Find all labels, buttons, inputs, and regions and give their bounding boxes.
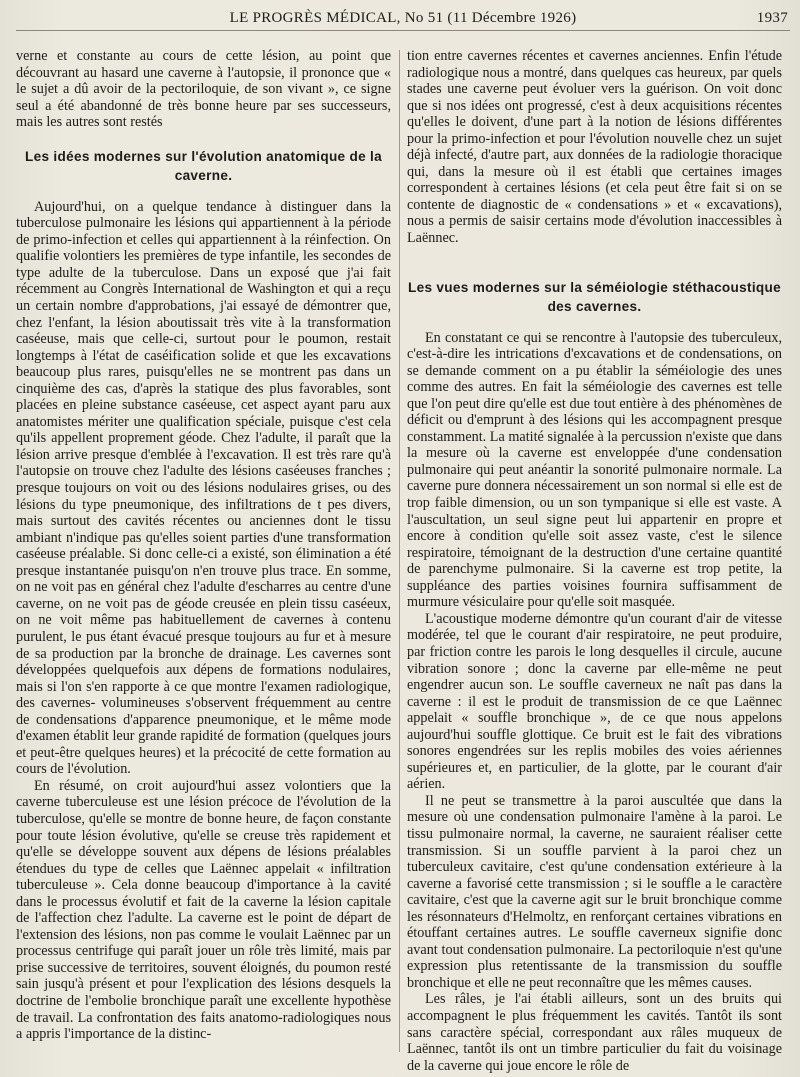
paragraph-continued: verne et constante au cours de cette lésion, au point que découvrant au hasard une caverne à l'autopsie, il prononce que « le sujet a dû avoir de la pectoriloquie, de son vivant », ce signe seul a été abandonné de très bonne heure par ses successeurs, mais les autres sont restés bbox=[16, 48, 391, 131]
left-column bbox=[16, 48, 391, 1048]
paragraph: Il ne peut se transmettre à la paroi auscultée que dans la mesure où une condensation pulmonaire l'amène à la paroi. Le tissu pulmonaire normal, la caverne, ne sauraient réaliser cette transmission. Si un souffle parvient à la paroi chez un tuberculeux cavitaire, c'est qu'une condensation extérieure à la caverne a favorisé cette transmission ; si le souffle a le caractère cavitaire, c'est que la caverne agit sur le bruit bronchique comme les résonnateurs d'Helmoltz, en renforçant certaines vibrations en étouffant certaines autres. Le souffle caverneux signifie donc avant tout condensation pulmonaire. La pectoriloquie n'est qu'une expression plus retentissante de la transmission du souffle bronchique et elle ne peut reconnaître que les mêmes causes. bbox=[407, 792, 782, 991]
section-heading-semiology: Les vues modernes sur la séméiologie stéthacoustique des cavernes. bbox=[408, 279, 781, 314]
paragraph: Aujourd'hui, on a quelque tendance à distinguer dans la tuberculose pulmonaire les lésions qui appartiennent à la période de primo-infection et celles qui appartiennent à la réinfection. On qualifie volontiers les premières de type infantile, les secondes de type adulte de la tuberculose. Dans un exposé que j'ai fait récemment au Congrès International de Washington et qui a reçu un certain nombre d'approbations, j'ai essayé de démontrer que, chez l'enfant, la lésion aboutissait très vite à la transformation caséeuse, mais que celle-ci, surtout pour le poumon, restait longtemps à l'état de caséification solide et que les excavations beaucoup plus rares, puisqu'elles ne se montrent pas dans un cinquième des cas, d'après la statique des plus favorables, sont placées en pleine substance caséeuse, cet aspect ayant paru aux anatomistes mériter une qualification spéciale, puisque c'est cela qu'ils appellent proprement géode. Chez l'adulte, il paraît que la lésion arrive presque d'emblée à l'excavation. Il est très rare qu'à l'autopsie on trouve chez l'adulte des lésions caséeuses franches ; presque toujours on voit ou des lésions nodulaires grises, ou des lésions du type pneumonique, des infiltrations de t pes divers, mais surtout des cavités récentes ou anciennes dont le tissu ambiant n'indique pas qu'elles soient parties d'une transformation caséeuse préalable. Si donc celle-ci a existé, son élimination a été presque instantanée puisqu'on n'en trouve plus trace. En somme, on ne voit pas en général chez l'adulte d'escharres au centre d'une caverne, on ne voit pas de géode creusée en plein tissu caséeux, on ne voit même pas habituellement de cavernes à contenu purulent, le pus étant évacué presque toujours au fur et à mesure de sa production par la bronche de drainage. Les cavernes sont développées quelquefois aux dépens de formations nodulaires, mais si l'on s'en rapporte à ce que montre l'examen radiologique, des cavernes- volumineuses s'observent fréquemment au centre de condensations d'apparence pneumonique, et le même mode d'examen établit leur grande rapidité de formation (quelques jours et peut-être quelques heures) et la précocité de cette formation au cours de l'évolution. bbox=[16, 198, 391, 778]
paragraph: En résumé, on croit aujourd'hui assez volontiers que la caverne tuberculeuse est une lésion précoce de l'évolution de la tuberculose, qu'elle se montre de bonne heure, de façon constante pour toute lésion évolutive, qu'elle se creuse très rapidement et qu'elle se développe souvent aux dépens de lésions préalables étendues du type de celles que Laënnec appelait « infiltration tuberculeuse ». Cela donne beaucoup d'importance à la cavité dans le processus évolutif et fait de la caverne la lésion capitale de l'affection chez l'adulte. La caverne est le point de départ de l'extension des lésions, non pas comme le voulait Laënnec par un processus centrifuge qui paraît jouer un rôle très limité, mais par prise successive de territoires, souvent éloignés, du poumon resté sain jusqu'à présent et pour l'explication des lésions desquels la doctrine de l'embolie bronchique paraît une excellente hypothèse de travail. La confrontation des faits anatomo-radiologiques nous a appris l'importance de la distinc- bbox=[16, 777, 391, 1043]
page-number: 1937 bbox=[756, 10, 788, 26]
paragraph: En constatant ce qui se rencontre à l'autopsie des tuberculeux, c'est-à-dire les intrications d'excavations et de condensations, on se demande comment on a pu établir la séméiologie des unes comme des autres. En fait la séméiologie des cavernes est telle que l'on peut dire qu'elle est due tout entière à des phénomènes de déficit ou d'emprunt à des lésions qui les accompagnent presque constamment. La matité signalée à la percussion n'existe que dans la mesure où la caverne est enveloppée d'une condensation pulmonaire qui peut anéantir la sonorité pulmonaire normale. La caverne pure donnera nécessairement un son normal si elle est de trop faible dimension, ou un son tympanique si elle est vaste. A l'auscultation, un seul signe peut lui appartenir en propre et encore à condition qu'elle soit assez vaste, c'est le silence respiratoire, témoignant de la destruction d'une certaine quantité de parenchyme pulmonaire. Si la caverne est trop petite, la suppléance des parties voisines fournira suffisamment de murmure vésiculaire pour qu'elle soit masquée. bbox=[407, 329, 782, 611]
right-column bbox=[407, 48, 782, 1074]
paragraph: L'acoustique moderne démontre qu'un courant d'air de vitesse modérée, tel que le courant d'air respiratoire, ne peut produire, par friction contre les parois le long desquelles il circule, aucune vibration sonore ; donc la caverne par elle-même ne peut engendrer aucun son. Le souffle caverneux ne naît pas dans la caverne : il est le produit de transmission de ce que Laënnec appelait « souffle bronchique », de ce que nous appelons aujourd'hui souffle glottique. Ce bruit est le fait des vibrations sonores engendrées sur les replis mobiles des voies aériennes supérieures et, en particulier, de la glotte, par le courant d'air aérien. bbox=[407, 610, 782, 793]
column-divider bbox=[399, 50, 400, 1052]
text-columns bbox=[16, 48, 790, 1073]
running-header bbox=[16, 8, 790, 31]
paragraph: Les râles, je l'ai établi ailleurs, sont un des bruits qui accompagnent le plus fréquemment les cavités. Tantôt ils sont sans caractère spécial, correspondant aux râles muqueux de Laënnec, tantôt ils ont un timbre particulier du fait du voisinage de la caverne qui joue encore le rôle de bbox=[407, 991, 782, 1074]
journal-title: LE PROGRÈS MÉDICAL, No 51 (11 Décembre 1926) bbox=[229, 10, 577, 26]
paragraph-continued: tion entre cavernes récentes et cavernes anciennes. Enfin l'étude radiologique nous a montré, dans quelques cas heureux, par quels stades une caverne peut évoluer vers la guérison. On voit donc que si nos idées ont progressé, c'est à deux acquisitions récentes qu'elles le doivent, d'une part à la notion de lésions différentes pour la primo-infection et pour l'évolution nouvelle chez un sujet déjà infecté, d'autre part, aux données de la radiologie thoracique qui, dans la mesure où il est établi que certaines images correspondent à certaines lésions (et cela peut être fait si on se contente de diagnostic de « condensations » et « excavations), nous a permis de saisir certains mode d'évolution inaccessibles à Laënnec. bbox=[407, 48, 782, 247]
section-heading-anatomy: Les idées modernes sur l'évolution anatomique de la caverne. bbox=[25, 148, 382, 183]
